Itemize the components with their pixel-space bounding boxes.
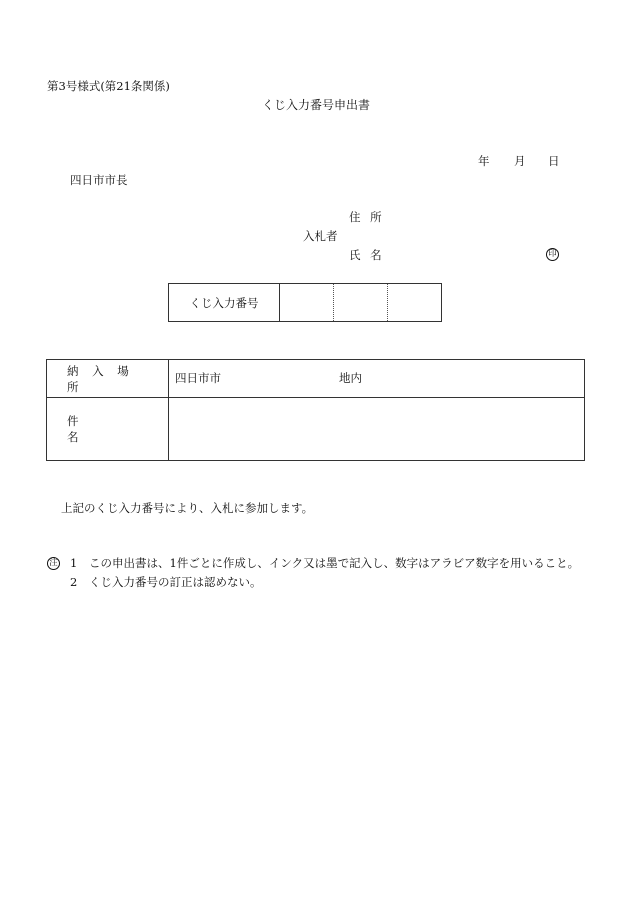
lottery-digit-box[interactable] <box>388 284 442 322</box>
note-number: 2 <box>70 575 78 589</box>
date-month-label: 月 <box>514 154 526 168</box>
form-number: 第3号様式(第21条関係) <box>47 79 170 93</box>
address-label: 住 所 <box>349 210 382 224</box>
item-name-cell[interactable] <box>169 398 585 461</box>
bidder-label: 入札者 <box>303 229 338 243</box>
lottery-digit-box[interactable] <box>334 284 388 322</box>
note-text: この申出書は、1件ごとに作成し、インク又は墨で記入し、数字はアラビア数字を用いること。 <box>89 556 580 570</box>
delivery-place-cell[interactable] <box>169 360 585 398</box>
date-day-label: 日 <box>548 154 560 168</box>
item-name-label-cell <box>47 398 169 461</box>
delivery-place-label-cell <box>47 360 169 398</box>
delivery-suffix: 地内 <box>339 371 362 385</box>
name-label: 氏 名 <box>349 248 382 262</box>
note-text: くじ入力番号の訂正は認めない。 <box>89 575 262 589</box>
lottery-number-table <box>168 283 442 322</box>
seal-mark: 印 <box>546 248 559 261</box>
notes-mark: 注 <box>47 557 60 570</box>
delivery-table <box>46 359 585 461</box>
item-name-label <box>47 413 168 445</box>
note-number: 1 <box>70 556 78 570</box>
item-name-label-text: 件 名 <box>67 414 79 444</box>
date-year-label: 年 <box>478 154 490 168</box>
document-title: くじ入力番号申出書 <box>262 98 371 112</box>
delivery-place-label-text: 納 入 場 所 <box>67 363 129 394</box>
lottery-digit-box[interactable] <box>280 284 334 322</box>
addressee: 四日市市長 <box>70 173 128 187</box>
delivery-city: 四日市市 <box>175 371 221 385</box>
lottery-number-label: くじ入力番号 <box>169 284 280 322</box>
delivery-place-label <box>47 363 168 395</box>
participation-statement: 上記のくじ入力番号により、入札に参加します。 <box>61 501 314 515</box>
